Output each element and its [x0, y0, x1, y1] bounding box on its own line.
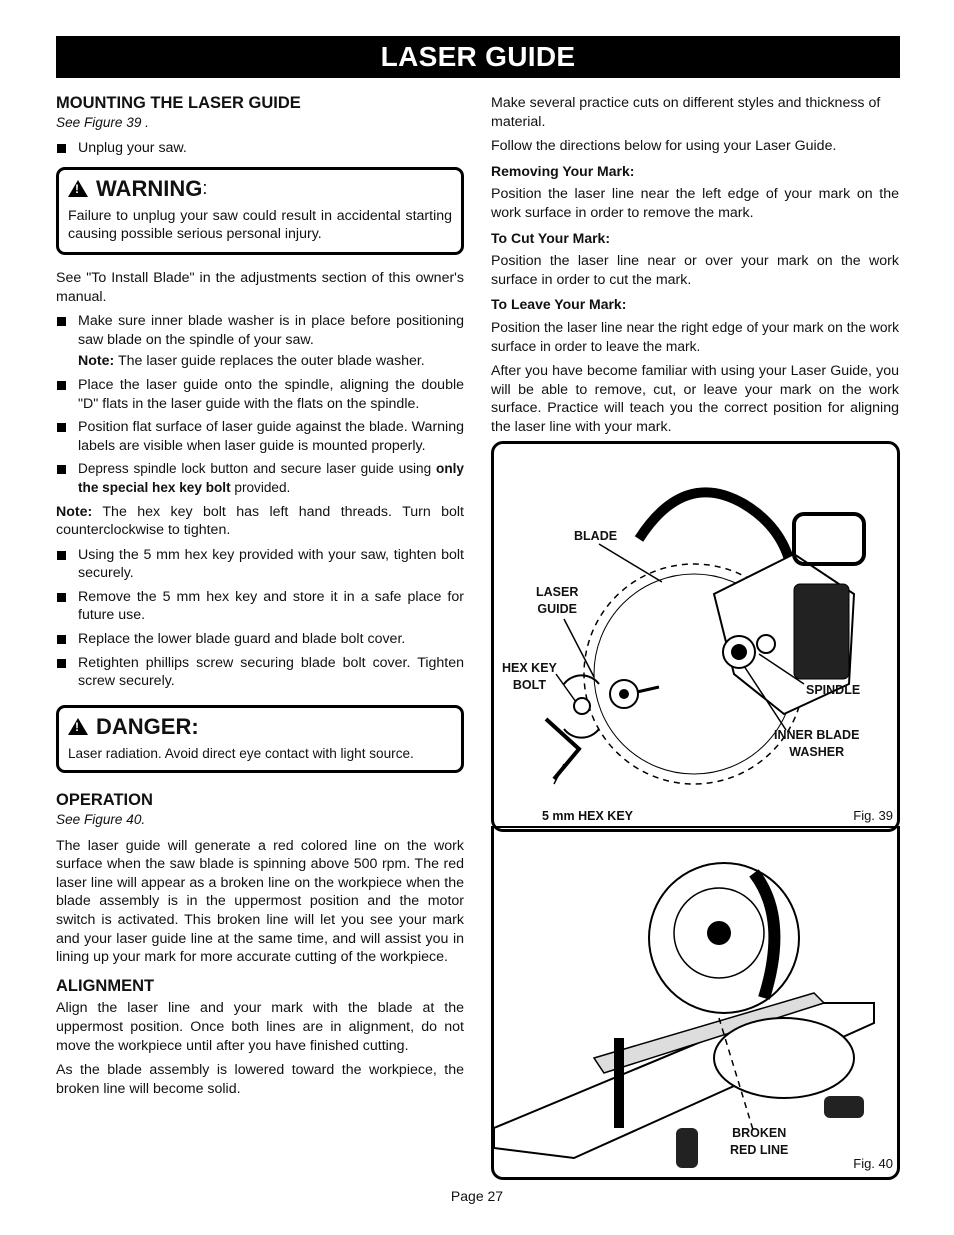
bullet-retighten-screw: Retighten phillips screw securing blade bolt cover. Tighten screw securely.	[56, 654, 464, 691]
leave-text: Position the laser line near the right edge of your mark on the work surface in order to leave the mark.	[491, 319, 899, 354]
alignment-heading: ALIGNMENT	[56, 976, 155, 995]
page-number: Page 27	[450, 1188, 504, 1204]
warning-title: WARNING	[96, 175, 203, 201]
danger-triangle-icon	[68, 718, 88, 735]
warning-text: Failure to unplug your saw could result in accidental starting causing possible serious personal injury.	[68, 207, 452, 243]
warning-triangle-icon	[68, 180, 88, 197]
bullet-position-surface: Position flat surface of laser guide against the blade. Warning labels are visible when laser guide is mounted properly.	[56, 418, 464, 455]
figure-40-label: Fig. 40	[853, 1156, 893, 1171]
callout-hex-key-bolt: HEX KEY BOLT	[502, 661, 557, 692]
figure-40-illustration	[494, 828, 897, 1177]
b4-bold: only the special hex key bolt	[78, 461, 464, 495]
alignment-p1: Align the laser line and your mark with the blade at the uppermost position. Once both lines are in alignment, do not move the workpiece until after you have finished cutting.	[56, 1000, 464, 1054]
callout-inner-blade-washer: INNER BLADE WASHER	[774, 728, 860, 759]
note-left-threads	[56, 503, 464, 540]
practice-text: Make several practice cuts on different styles and thickness of material.	[491, 95, 881, 130]
b4-text-a: Depress spindle lock button and secure laser guide using	[78, 461, 437, 477]
mounting-see-figure: See Figure 39 .	[56, 114, 149, 130]
removing-heading: Removing Your Mark:	[491, 162, 635, 179]
bullet-tighten-bolt: Using the 5 mm hex key provided with your saw, tighten bolt securely.	[56, 546, 464, 583]
alignment-p2: As the blade assembly is lowered toward the workpiece, the broken line will become solid.	[56, 1062, 464, 1097]
callout-hex-key: 5 mm HEX KEY	[542, 809, 634, 823]
note2-label: Note:	[56, 503, 93, 520]
bullet-replace-guard: Replace the lower blade guard and blade bolt cover.	[56, 630, 464, 649]
familiar-text: After you have become familiar with using your Laser Guide, you will be able to remove, cut, or leave your mark on the work surface. Practice will teach you the correct position for aligning the laser line with your mark.	[491, 363, 899, 435]
follow-directions: Follow the directions below for using your Laser Guide.	[491, 138, 837, 155]
note1-text: The laser guide replaces the outer blade washer.	[114, 353, 425, 370]
see-install-blade: See "To Install Blade" in the adjustments section of this owner's manual.	[56, 269, 464, 305]
cut-heading: To Cut Your Mark:	[491, 229, 610, 246]
operation-heading: OPERATION	[56, 791, 153, 810]
mounting-heading: MOUNTING THE LASER GUIDE	[56, 94, 301, 112]
b4-text-b: provided.	[230, 479, 291, 495]
bullet-unplug: Unplug your saw.	[56, 139, 464, 158]
note-outer-washer	[56, 352, 464, 371]
operation-see-figure: See Figure 40.	[56, 812, 146, 828]
figure-39-illustration	[494, 444, 897, 829]
note1-label: Note:	[78, 353, 115, 370]
warning-header	[68, 176, 452, 202]
page-title-bar	[56, 36, 900, 78]
callout-laser-guide: LASER GUIDE	[536, 585, 579, 616]
danger-header	[68, 714, 452, 740]
danger-title: DANGER:	[96, 713, 199, 739]
figure-39-label: Fig. 39	[853, 808, 893, 823]
page-title: LASER GUIDE	[380, 41, 576, 72]
removing-text: Position the laser line near the left edge of your mark on the work surface in order to remove the mark.	[491, 186, 899, 221]
bullet-place-guide: Place the laser guide onto the spindle, aligning the double "D" flats in the laser guide with the flats on the spindle.	[56, 376, 464, 413]
danger-text: Laser radiation. Avoid direct eye contact with light source.	[68, 745, 414, 761]
warning-box	[56, 167, 464, 255]
left-column	[56, 94, 464, 1098]
bullet-inner-washer: Make sure inner blade washer is in place before positioning saw blade on the spindle of your saw.	[56, 312, 464, 349]
bullet-remove-key: Remove the 5 mm hex key and store it in a safe place for future use.	[56, 588, 464, 625]
leave-heading: To Leave Your Mark:	[491, 296, 627, 313]
figure-39	[491, 441, 900, 832]
right-column	[491, 94, 899, 437]
figure-40	[491, 826, 900, 1180]
callout-broken-red-line: BROKEN RED LINE	[730, 1126, 789, 1157]
cut-text: Position the laser line near or over your mark on the work surface in order to cut the mark.	[491, 253, 899, 288]
callout-blade: BLADE	[574, 529, 618, 543]
bullet-depress-spindle	[56, 460, 464, 497]
operation-text: The laser guide will generate a red colored line on the work surface when the saw blade is spinning above 500 rpm. The red laser line will appear as a broken line on the workpiece when the blade assembly is in the uppermost position and the motor switch is activated. This broken line will let you see your mark and your laser guide line at the same time, and will assist you in lining up your mark for more accurate cutting of the workpiece.	[56, 837, 464, 966]
note2-text: The hex key bolt has left hand threads. Turn bolt counterclockwise to tighten.	[56, 503, 464, 539]
danger-box	[56, 705, 464, 774]
callout-spindle: SPINDLE	[806, 683, 861, 697]
warning-colon: :	[202, 178, 208, 199]
